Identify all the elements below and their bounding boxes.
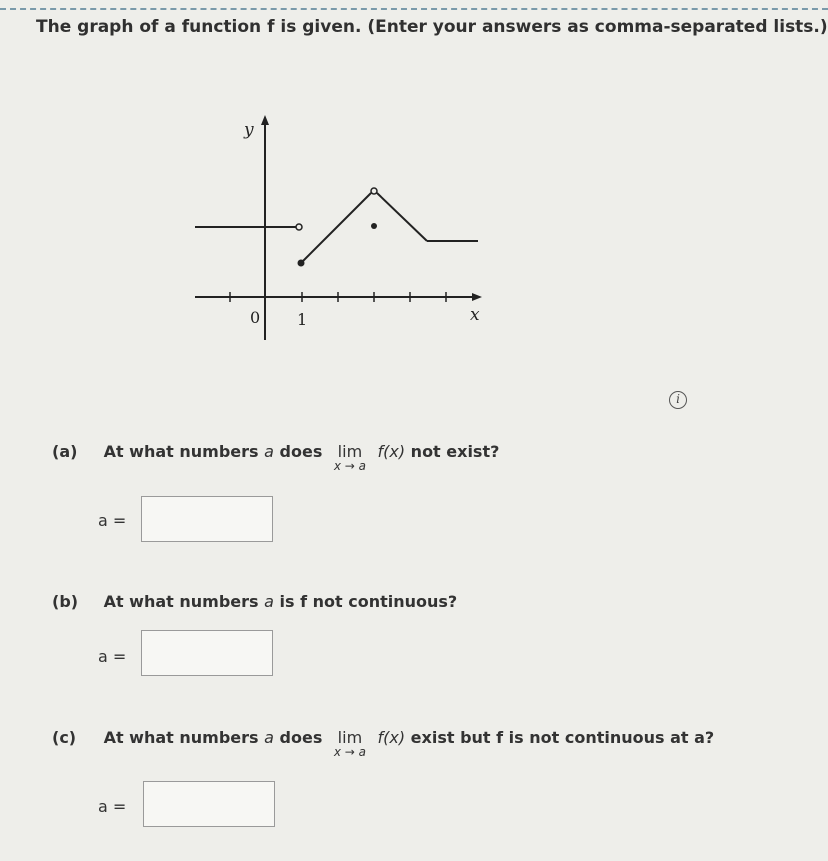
- question-a-text-post: not exist?: [410, 442, 500, 461]
- question-c-text-mid: does: [279, 728, 323, 747]
- function-expression-c: f(x): [377, 728, 406, 747]
- function-graph: [180, 105, 500, 350]
- question-a-var: a: [264, 442, 274, 461]
- x-axis-label: x: [470, 305, 480, 325]
- question-c-text-post: exist but f is not continuous at a?: [410, 728, 715, 747]
- y-axis-label: y: [244, 120, 254, 140]
- top-divider: [0, 8, 828, 10]
- answer-a-label: a =: [98, 511, 127, 530]
- question-a-tag: (a): [52, 442, 78, 461]
- question-b-tag: (b): [52, 592, 79, 611]
- question-b: [52, 592, 457, 611]
- curve-falling: [377, 193, 427, 241]
- answer-c-input[interactable]: [143, 781, 275, 827]
- answer-b-label: a =: [98, 647, 127, 666]
- answer-a-input[interactable]: [141, 496, 273, 542]
- question-c-var: a: [264, 728, 274, 747]
- question-b-text-pre: At what numbers: [103, 592, 259, 611]
- question-c-tag: (c): [52, 728, 77, 747]
- tick-label-1: 1: [297, 310, 308, 329]
- x-axis-arrow: [472, 293, 482, 301]
- answer-c-label: a =: [98, 797, 127, 816]
- open-point-peak: [371, 188, 377, 194]
- question-a-text-mid: does: [279, 442, 323, 461]
- tick-label-0: 0: [250, 308, 261, 327]
- closed-point-isolated: [371, 223, 377, 229]
- answer-b-input[interactable]: [141, 630, 273, 676]
- question-a-text-pre: At what numbers: [103, 442, 259, 461]
- info-icon[interactable]: i: [669, 391, 687, 409]
- question-c: [52, 728, 715, 759]
- limit-expression-c: lim x → a: [333, 728, 366, 759]
- curve-rising: [301, 193, 371, 263]
- problem-intro: The graph of a function f is given. (Enter your answers as comma-separated lists.): [36, 17, 828, 37]
- question-b-var: a: [264, 592, 274, 611]
- question-c-text-pre: At what numbers: [103, 728, 259, 747]
- y-axis-arrow: [261, 115, 269, 125]
- open-point-left: [296, 224, 302, 230]
- question-a: [52, 442, 500, 473]
- question-b-text-mid: is f not continuous?: [279, 592, 458, 611]
- limit-expression-a: lim x → a: [333, 442, 366, 473]
- function-expression-a: f(x): [377, 442, 406, 461]
